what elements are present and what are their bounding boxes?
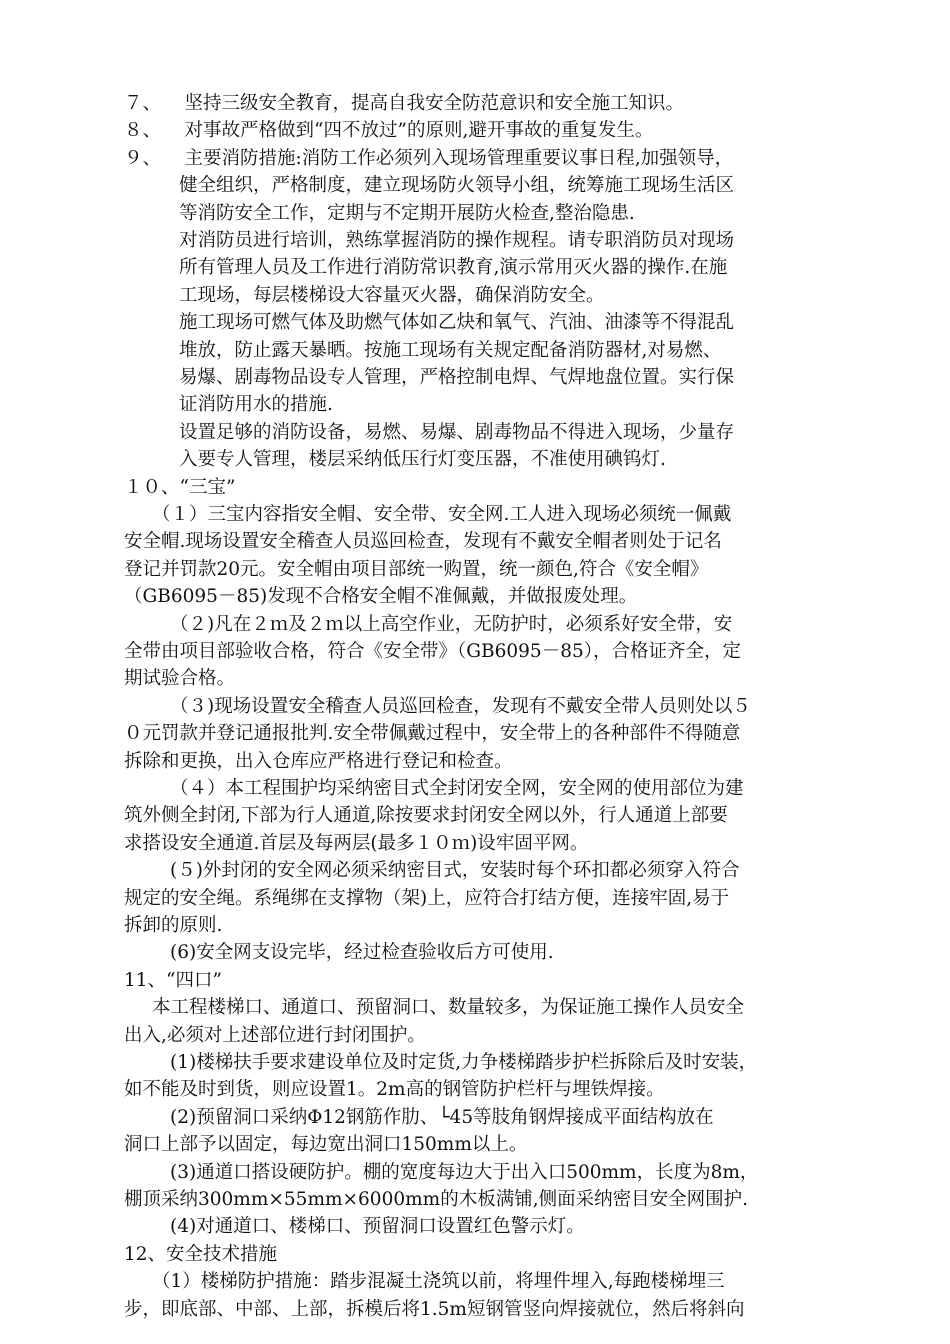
text-line: （２)凡在２ｍ及２ｍ以上高空作业，无防护时，必须系好安全带，安 — [170, 613, 733, 635]
text-line: (2)预留洞口采纳Φ12钢筋作肋、└45等肢角钢焊接成平面结构放在 — [170, 1106, 714, 1128]
text-line: 对消防员进行培训，熟练掌握消防的操作规程。请专职消防员对现场 — [179, 230, 735, 251]
text-line: 规定的安全绳。系绳绑在支撑物（架)上，应符合打结方便，连接牢固,易于 — [124, 887, 730, 909]
text-line: 堆放，防止露天暴晒。按施工现场有关规定配备消防器材,对易燃、 — [179, 339, 722, 361]
text-line: 所有管理人员及工作进行消防常识教育,演示常用灭火器的操作.在施 — [179, 257, 728, 279]
text-line: 全带由项目部验收合格，符合《安全带》（GB6095－85），合格证齐全，定 — [124, 641, 741, 662]
text-line: (6)安全网支设完毕，经过检查验收后方可使用. — [170, 942, 554, 964]
text-line: ７、 坚持三级安全教育，提高自我安全防范意识和安全施工知识。 — [124, 93, 685, 114]
text-line: 入要专人管理，楼层采纳低压行灯变压器，不准使用碘钨灯. — [179, 449, 666, 471]
text-line: 工现场，每层楼梯设大容量灭火器，确保消防安全。 — [179, 284, 605, 306]
text-line: ０元罚款并登记通报批判.安全带佩戴过程中，安全带上的各种部件不得随意 — [124, 723, 741, 745]
section-heading: 11、“四口” — [124, 969, 222, 991]
section-heading: １０、“三宝” — [124, 476, 236, 498]
text-line: 登记并罚款20元。安全帽由项目部统一购置，统一颜色,符合《安全帽》 — [124, 558, 709, 580]
text-line: 出入,必须对上述部位进行封闭围护。 — [124, 1024, 426, 1046]
text-line: 拆除和更换，出入仓库应严格进行登记和检查。 — [124, 750, 513, 772]
text-line: ８、 对事故严格做到“四不放过”的原则,避开事故的重复发生。 — [124, 120, 654, 142]
text-line: 本工程楼梯口、通道口、预留洞口、数量较多，为保证施工操作人员安全 — [152, 997, 745, 1019]
text-line: (4)对通道口、楼梯口、预留洞口设置红色警示灯。 — [170, 1216, 585, 1238]
text-line: 安全帽.现场设置安全稽查人员巡回检查，发现有不戴安全帽者则处于记名 — [124, 531, 722, 553]
text-line: (５)外封闭的安全网必须采纳密目式，安装时每个环扣都必须穿入符合 — [170, 860, 740, 882]
text-line: 拆卸的原则. — [124, 915, 223, 936]
text-line: 洞口上部予以固定，每边宽出洞口150mm以上。 — [124, 1134, 528, 1156]
text-line: 求搭设安全通道.首层及每两层(最多１０ｍ)设牢固平网。 — [124, 832, 589, 854]
text-line: 期试验合格。 — [124, 668, 236, 690]
text-line: （１）三宝内容指安全帽、安全带、安全网.工人进入现场必须统一佩戴 — [152, 504, 732, 525]
text-line: 施工现场可燃气体及助燃气体如乙炔和氧气、汽油、油漆等不得混乱 — [179, 312, 735, 334]
text-line: (3)通道口搭设硬防护。棚的宽度每边大于出入口500mm，长度为8m， — [170, 1161, 759, 1183]
text-line: ９、 主要消防措施:消防工作必须列入现场管理重要议事日程,加强领导， — [124, 147, 734, 169]
text-line: （1）楼梯防护措施：踏步混凝土浇筑以前，将埋件埋入,每跑楼梯埋三 — [152, 1271, 725, 1293]
text-line: 筑外侧全封闭,下部为行人通道,除按要求封闭安全网以外，行人通道上部要 — [124, 805, 728, 827]
text-line: 证消防用水的措施. — [179, 394, 333, 416]
text-line: 步，即底部、中部、上部，拆模后将1.5m短钢管竖向焊接就位，然后将斜向 — [124, 1298, 745, 1320]
text-line: 易爆、剧毒物品设专人管理，严格控制电焊、气焊地盘位置。实行保 — [179, 367, 735, 388]
text-line: 等消防安全工作，定期与不定期开展防火检查,整治隐患. — [179, 202, 635, 224]
text-line: （GB6095－85)发现不合格安全帽不准佩戴，并做报废处理。 — [124, 586, 638, 608]
section-heading: 12、安全技术措施 — [124, 1243, 278, 1265]
text-line: 棚顶采纳300mm×55mm×6000mm的木板满铺,侧面采纳密目安全网围护. — [124, 1189, 748, 1210]
text-line: 设置足够的消防设备，易燃、易爆、剧毒物品不得进入现场，少量存 — [179, 421, 735, 443]
text-line: （３)现场设置安全稽查人员巡回检查，发现有不戴安全带人员则处以５ — [170, 695, 751, 717]
text-line: (1)楼梯扶手要求建设单位及时定货,力争楼梯踏步护栏拆除后及时安装， — [170, 1052, 758, 1073]
text-line: （４）本工程围护均采纳密目式全封闭安全网，安全网的使用部位为建 — [170, 778, 744, 799]
text-line: 如不能及时到货，则应设置1。2m高的钢管防护栏杆与埋铁焊接。 — [124, 1079, 665, 1101]
text-line: 健全组织，严格制度，建立现场防火领导小组，统筹施工现场生活区 — [179, 175, 735, 197]
